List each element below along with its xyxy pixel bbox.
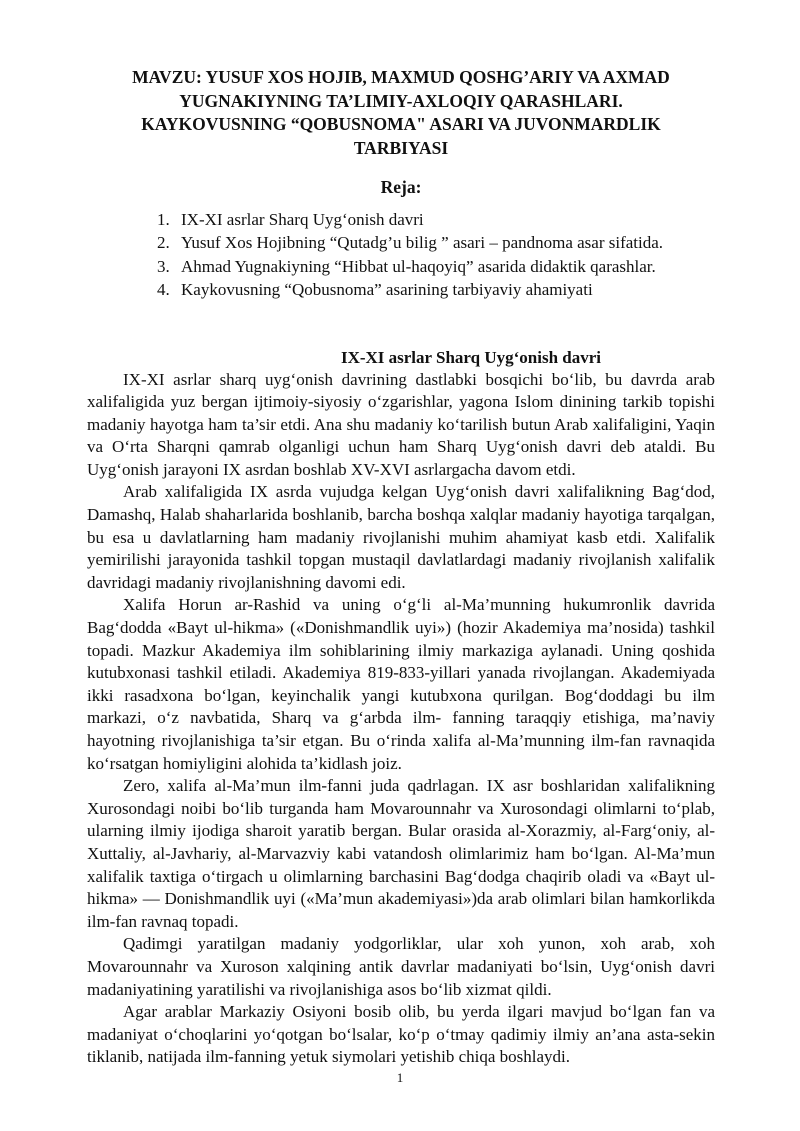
body-paragraph: Xalifa Horun ar-Rashid va uning o‘g‘li al-Ma’munning hukumronlik davrida Bag‘dodda «Bayt ul-hikma» («Donishmandlik uyi») (hozir Akademiya ma’nosida) tashkil topadi. Mazkur Akademiya ilm sohiblarining ilmiy markaziga aylanadi. Uning qoshida kutubxonasi tashkil etiladi. Akademiya 819-833-yillari yanada rivojlangan. Akademiyada ikki rasadxona bo‘lgan, keyinchalik yangi kutubxona qurilgan. Bog‘doddagi bu ilm markazi, o‘z navbatida, Sharq va g‘arbda ilm- fanning taraqqiy etishiga, ma’naviy hayotning rivojlanishiga ta’sir etgan. Bu o‘rinda xalifa al-Ma’munning ilm-fan ravnaqida ko‘rsatgan homiyligini alohida ta’kidlash joiz. (87, 595, 715, 773)
plan-item (157, 278, 715, 302)
plan-item-number: 4. (157, 280, 170, 299)
document-title (87, 66, 715, 160)
body-paragraph: Arab xalifaligida IX asrda vujudga kelgan Uyg‘onish davri xalifalikning Bag‘dod, Damashq, Halab shaharlarida boshlanib, barcha boshqa xalqlar madaniy hayotiga tarqalgan, bu esa u davlatlarning ham madaniy rivojlanishi muhim ahamiyat kasb etdi. Xalifalik yemirilishi jarayonida tashkil topgan mustaqil davlatlardagi madaniy rivojlanish xalifalik davridagi madaniy rivojlanishning davomi edi. (87, 482, 715, 592)
plan-item-number: 2. (157, 233, 170, 252)
plan-item (157, 231, 715, 255)
plan-item-text: Yusuf Xos Hojibning “Qutadg’u bilig ” asari – pandnoma asar sifatida. (181, 233, 664, 252)
title-line: TARBIYASI (353, 137, 449, 158)
plan-item-text: Ahmad Yugnakiyning “Hibbat ul-haqoyiq” asarida didaktik qarashlar. (181, 256, 656, 276)
title-line: KAYKOVUSNING “QOBUSNOMA" ASARI VA JUVONMARDLIK (141, 114, 661, 134)
document-page (87, 66, 715, 1069)
section-heading: IX-XI asrlar Sharq Uyg‘onish davri (340, 347, 602, 367)
plan-item-number: 1. (157, 209, 170, 229)
body-paragraph: Qadimgi yaratilgan madaniy yodgorliklar, ular xoh yunon, xoh arab, xoh Movarounnahr va Xuroson xalqining antik davrlar madaniyati bo‘lsin, Uyg‘onish davri madaniyatining yaratilishi va rivojlanishiga asos bo‘lib xizmat qildi. (87, 934, 715, 999)
body-paragraph: Agar arablar Markaziy Osiyoni bosib olib, bu yerda ilgari mavjud bo‘lgan fan va madaniyat o‘choqlarini yo‘qotgan bo‘lsalar, ko‘p o‘tmay qadimiy ilmiy an’ana asta-sekin tiklanib, natijada ilm-fanning yetuk siymolari yetishib chiqa boshlaydi. (87, 1002, 715, 1067)
plan-list (87, 208, 715, 302)
plan-item-text: IX-XI asrlar Sharq Uyg‘onish davri (181, 209, 424, 229)
title-line: MAVZU: YUSUF XOS HOJIB, MAXMUD QOSHG’ARIY VA AXMAD (132, 67, 670, 87)
title-line: YUGNAKIYNING TA’LIMIY-AXLOQIY QARASHLARI. (179, 90, 623, 111)
plan-item (157, 255, 715, 279)
body-paragraph: IX-XI asrlar sharq uyg‘onish davrining dastlabki bosqichi bo‘lib, bu davrda arab xalifaligida yuz bergan ijtimoiy-siyosiy o‘zgarishlar, yagona Islom dinining tarkib topishi madaniy hayotga ham ta’sir etdi. Ana shu madaniy ko‘tarilish butun Arab xalifaligini, Yaqin va O‘rta Sharqni qamrab olganligi uchun ham Sharq Uyg‘onish davri deb ataldi. Bu Uyg‘onish jarayoni IX asrdan boshlab XV-XVI asrlargacha davom etdi. (87, 369, 715, 479)
plan-item-number: 3. (157, 256, 170, 276)
plan-item-text: Kaykovusning “Qobusnoma” asarining tarbiyaviy ahamiyati (181, 280, 593, 299)
plan-item (157, 208, 715, 232)
page-number: 1 (396, 1070, 404, 1085)
body-paragraph: Zero, xalifa al-Ma’mun ilm-fanni juda qadrlagan. IX asr boshlaridan xalifalikning Xurosondagi noibi bo‘lib turganda ham Movarounnahr va Xurosondagi olimlarni to‘plab, ularning ilmiy ijodiga sharoit yaratib bergan. Bular orasida al-Xorazmiy, al-Farg‘oniy, al-Xuttaliy, al-Javhariy, al-Marvazviy kabi vatandosh olimlarimiz ham bo‘lgan. Al-Ma’mun xalifalik taxtiga o‘tirgach u olimlarning barchasini Bag‘dodga chaqirib oladi va «Bayt ul-hikma» — Donishmandlik uyi («Ma’mun akademiyasi»)da arab olimlari bilan hamkorlikda ilm-fan ravnaq topadi. (87, 776, 715, 931)
plan-heading: Reja: (380, 177, 422, 197)
